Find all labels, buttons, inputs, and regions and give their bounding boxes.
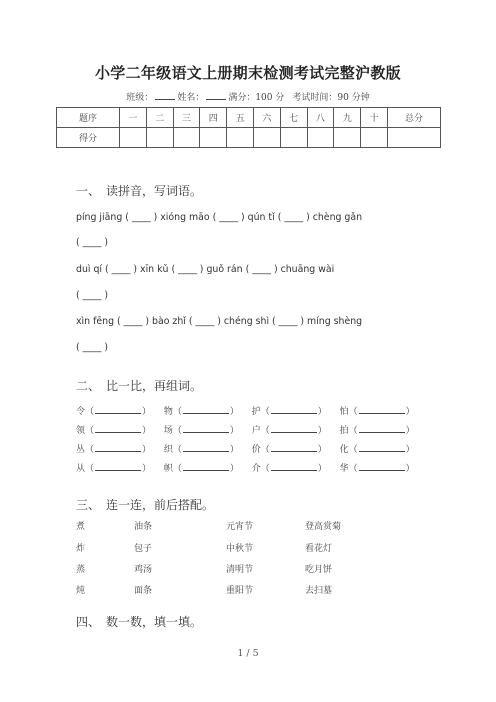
bracket-open: （ xyxy=(172,426,182,436)
score-table-cell: 五 xyxy=(227,108,254,128)
compare-char: 令 xyxy=(76,407,86,417)
answer-blank[interactable] xyxy=(271,461,317,471)
bracket-close: ） xyxy=(229,445,239,455)
score-row-label: 得分 xyxy=(57,128,120,148)
match-item[interactable]: 面条 xyxy=(134,586,153,596)
section-title: 读拼音，写词语。 xyxy=(106,184,203,198)
bracket-close: ） xyxy=(317,445,327,455)
score-input-cell[interactable] xyxy=(334,128,361,148)
class-blank[interactable] xyxy=(155,91,175,100)
compare-row xyxy=(76,442,416,455)
bracket-close: ） xyxy=(405,464,415,474)
answer-blank[interactable] xyxy=(183,461,229,471)
section-title: 比一比，再组词。 xyxy=(106,379,203,393)
bracket-open: （ xyxy=(85,407,95,417)
bracket-close: ） xyxy=(405,407,415,417)
score-table-cell: 一 xyxy=(120,108,147,128)
score-table-cell: 题序 xyxy=(57,108,120,128)
bracket-close: ） xyxy=(317,464,327,474)
score-input-cell[interactable] xyxy=(173,128,200,148)
name-blank[interactable] xyxy=(206,91,226,100)
bracket-close: ） xyxy=(142,426,152,436)
compare-char: 场 xyxy=(163,426,173,436)
bracket-close: ） xyxy=(229,407,239,417)
answer-blank[interactable] xyxy=(95,442,141,452)
score-table-cell: 八 xyxy=(307,108,334,128)
bracket-open: （ xyxy=(85,464,95,474)
compare-row xyxy=(76,461,416,474)
answer-blank[interactable] xyxy=(271,442,317,452)
score-input-cell[interactable] xyxy=(307,128,334,148)
score-table-header-row xyxy=(57,108,441,128)
match-item[interactable]: 去扫墓 xyxy=(305,586,333,596)
section-heading xyxy=(76,496,214,513)
match-item[interactable]: 包子 xyxy=(134,544,153,554)
compare-row xyxy=(76,423,416,436)
compare-char: 领 xyxy=(76,426,86,436)
score-input-cell[interactable] xyxy=(280,128,307,148)
answer-blank[interactable] xyxy=(95,461,141,471)
bracket-open: （ xyxy=(260,464,270,474)
bracket-open: （ xyxy=(172,464,182,474)
answer-blank[interactable] xyxy=(183,404,229,414)
section-title: 连一连，前后搭配。 xyxy=(106,498,215,512)
bracket-open: （ xyxy=(85,445,95,455)
match-item[interactable]: 清明节 xyxy=(226,565,254,575)
compare-char: 户 xyxy=(251,426,261,436)
answer-blank[interactable] xyxy=(359,404,405,414)
compare-char: 从 xyxy=(76,464,86,474)
pinyin-line: ( ____ ) xyxy=(76,342,109,353)
compare-char: 帜 xyxy=(163,464,173,474)
match-item[interactable]: 吃月饼 xyxy=(305,565,333,575)
bracket-open: （ xyxy=(348,426,358,436)
score-table-score-row xyxy=(57,128,441,148)
section-number: 三、 xyxy=(76,498,101,512)
bracket-close: ） xyxy=(317,426,327,436)
section-heading xyxy=(76,182,202,199)
score-input-cell[interactable] xyxy=(146,128,173,148)
score-input-cell[interactable] xyxy=(227,128,254,148)
match-item[interactable]: 鸡汤 xyxy=(134,565,153,575)
pinyin-line: ( ____ ) xyxy=(76,290,109,301)
match-item[interactable]: 登高赏菊 xyxy=(305,522,342,532)
section-title: 数一数，填一填。 xyxy=(106,615,203,629)
compare-char: 价 xyxy=(251,445,261,455)
compare-char: 丛 xyxy=(76,445,86,455)
match-item[interactable]: 看花灯 xyxy=(305,544,333,554)
page-number: 1 / 5 xyxy=(237,648,259,659)
answer-blank[interactable] xyxy=(183,423,229,433)
document-title: 小学二年级语文上册期末检测考试完整沪教版 xyxy=(94,64,401,82)
match-item[interactable]: 蒸 xyxy=(76,565,86,575)
exam-info xyxy=(0,90,496,103)
bracket-close: ） xyxy=(142,464,152,474)
score-table-cell: 四 xyxy=(200,108,227,128)
compare-char: 物 xyxy=(163,407,173,417)
class-label: 班级： xyxy=(126,93,154,103)
answer-blank[interactable] xyxy=(359,461,405,471)
score-table-cell: 总分 xyxy=(388,108,441,128)
match-item[interactable]: 油条 xyxy=(134,522,153,532)
section-number: 一、 xyxy=(76,184,101,198)
compare-row xyxy=(76,404,416,417)
pinyin-line: píng jiāng ( ____ ) xióng māo ( ____ ) qún tǐ ( ____ ) chèng gǎn xyxy=(76,212,363,223)
score-table-cell: 六 xyxy=(253,108,280,128)
match-item[interactable]: 炸 xyxy=(76,544,86,554)
answer-blank[interactable] xyxy=(359,442,405,452)
exam-time: 考试时间：90 分钟 xyxy=(292,93,370,103)
section-heading xyxy=(76,613,202,630)
score-input-cell[interactable] xyxy=(253,128,280,148)
score-input-cell[interactable] xyxy=(120,128,147,148)
answer-blank[interactable] xyxy=(95,404,141,414)
score-input-cell[interactable] xyxy=(388,128,441,148)
bracket-open: （ xyxy=(348,445,358,455)
compare-char: 织 xyxy=(163,445,173,455)
score-input-cell[interactable] xyxy=(361,128,388,148)
bracket-close: ） xyxy=(142,445,152,455)
answer-blank[interactable] xyxy=(95,423,141,433)
match-item[interactable]: 炖 xyxy=(76,586,86,596)
bracket-close: ） xyxy=(405,445,415,455)
pinyin-line: duì qí ( ____ ) xīn kǔ ( ____ ) guǒ rán ( ____ ) chuāng wài xyxy=(76,264,335,275)
bracket-open: （ xyxy=(348,464,358,474)
bracket-open: （ xyxy=(260,407,270,417)
bracket-open: （ xyxy=(260,426,270,436)
match-item[interactable]: 元宵节 xyxy=(226,522,254,532)
match-item[interactable]: 煮 xyxy=(76,522,86,532)
score-table-cell: 十 xyxy=(361,108,388,128)
pinyin-line: ( ____ ) xyxy=(76,237,109,248)
compare-char: 化 xyxy=(339,445,349,455)
section-number: 四、 xyxy=(76,615,101,629)
bracket-close: ） xyxy=(229,426,239,436)
compare-char: 护 xyxy=(251,407,261,417)
bracket-open: （ xyxy=(348,407,358,417)
bracket-open: （ xyxy=(85,426,95,436)
score-table-cell: 七 xyxy=(280,108,307,128)
match-item[interactable]: 重阳节 xyxy=(226,586,254,596)
bracket-open: （ xyxy=(172,407,182,417)
full-score: 满分：100 分 xyxy=(228,93,285,103)
compare-char: 怕 xyxy=(339,407,349,417)
section-heading xyxy=(76,377,202,394)
pinyin-line: xìn fēng ( ____ ) bào zhǐ ( ____ ) chéng shì ( ____ ) míng shèng xyxy=(76,316,363,327)
answer-blank[interactable] xyxy=(271,423,317,433)
score-input-cell[interactable] xyxy=(200,128,227,148)
section-number: 二、 xyxy=(76,379,101,393)
bracket-close: ） xyxy=(142,407,152,417)
bracket-open: （ xyxy=(172,445,182,455)
bracket-open: （ xyxy=(260,445,270,455)
score-table xyxy=(56,107,441,148)
compare-char: 介 xyxy=(251,464,261,474)
bracket-close: ） xyxy=(229,464,239,474)
answer-blank[interactable] xyxy=(271,404,317,414)
score-table-cell: 三 xyxy=(173,108,200,128)
answer-blank[interactable] xyxy=(183,442,229,452)
score-table-cell: 二 xyxy=(146,108,173,128)
answer-blank[interactable] xyxy=(359,423,405,433)
compare-char: 华 xyxy=(339,464,349,474)
bracket-close: ） xyxy=(317,407,327,417)
score-table-cell: 九 xyxy=(334,108,361,128)
compare-char: 拍 xyxy=(339,426,349,436)
name-label: 姓名： xyxy=(177,93,205,103)
bracket-close: ） xyxy=(405,426,415,436)
match-item[interactable]: 中秋节 xyxy=(226,544,254,554)
